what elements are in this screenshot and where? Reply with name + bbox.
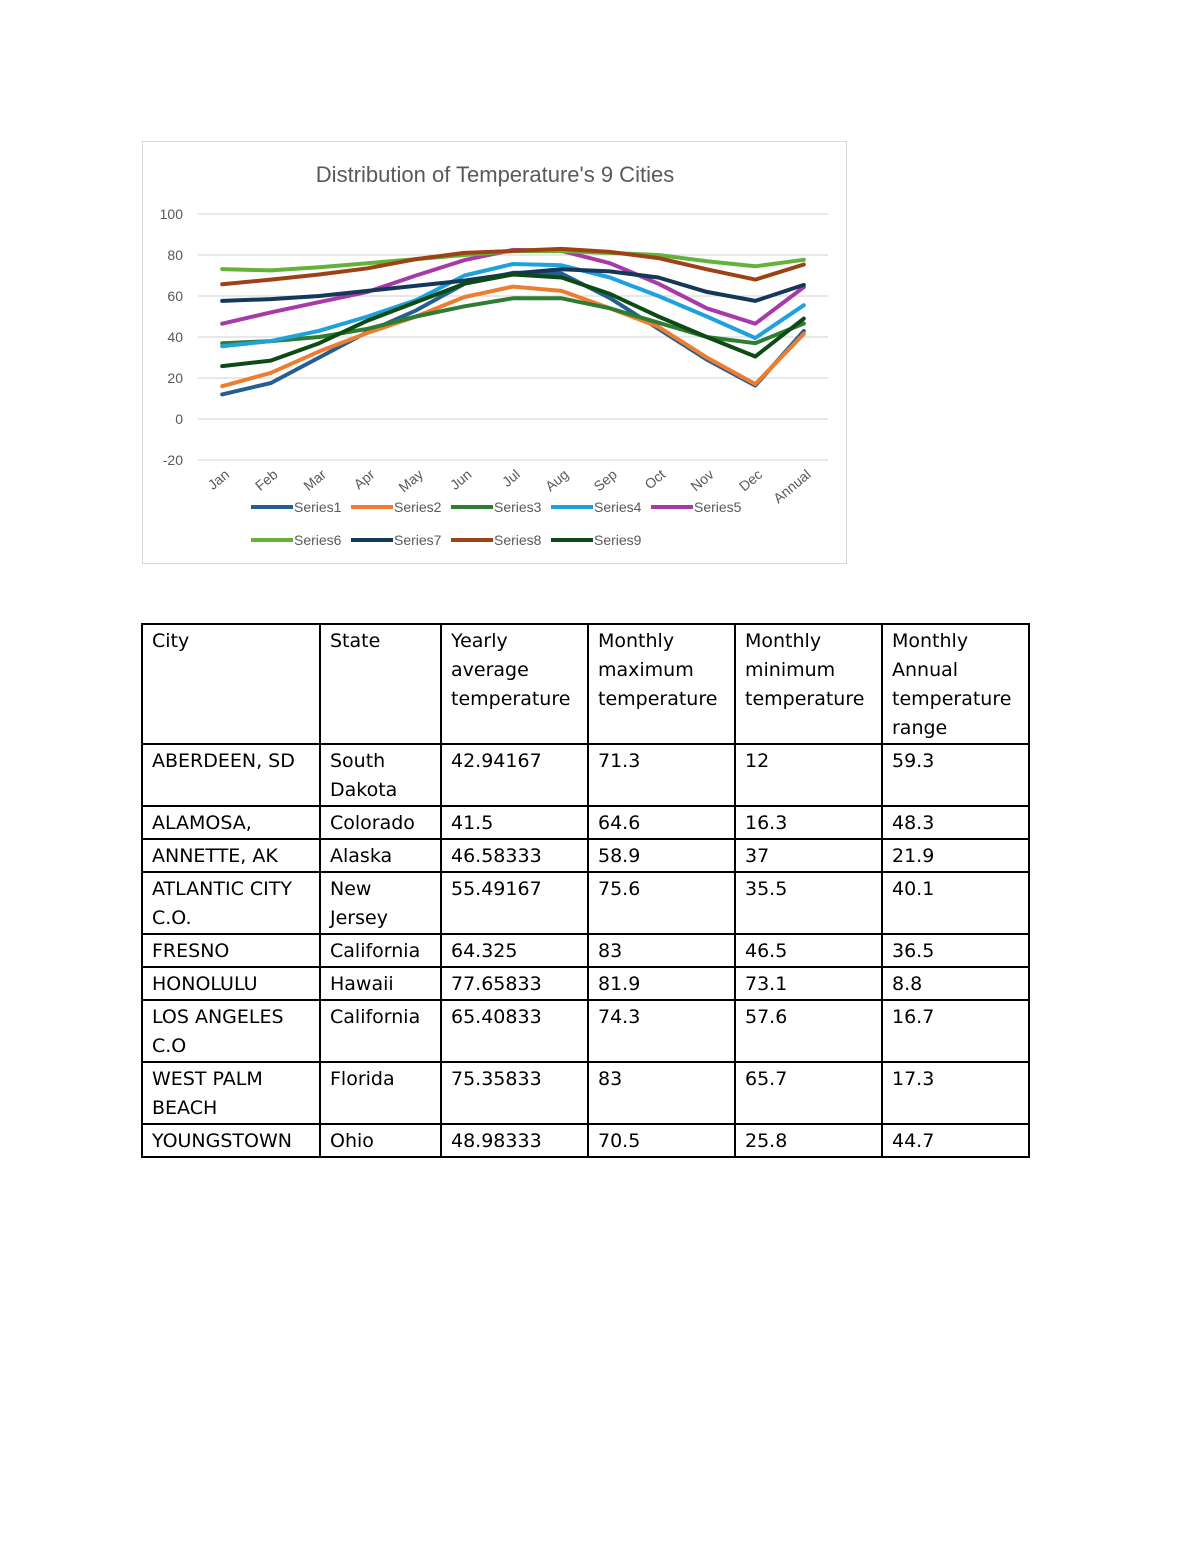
cell-text: 25.8 [745,1130,788,1152]
cell-text: City [152,630,190,652]
cell-text: temperature [745,688,865,710]
cell-text: 12 [745,750,770,772]
cell-text: minimum [745,659,836,681]
cell-text: 16.3 [745,812,788,834]
table-cell [142,967,320,1000]
cell-text: 55.49167 [451,878,542,900]
table-row [142,744,1029,806]
table-row [142,1000,1029,1062]
table-cell [441,967,588,1000]
table-cell [441,934,588,967]
cell-text: 42.94167 [451,750,542,772]
legend-label: Series5 [694,499,742,515]
cell-text: 71.3 [598,750,641,772]
x-tick-label: Sep [590,466,620,495]
cell-text: temperature [598,688,718,710]
table-cell [588,744,735,806]
cell-text: California [330,940,421,962]
cell-text: 70.5 [598,1130,641,1152]
table-cell [441,1124,588,1157]
table-cell [735,872,882,934]
table-cell [320,1000,441,1062]
cell-text: 81.9 [598,973,641,995]
legend-label: Series3 [494,499,542,515]
cell-text: 65.40833 [451,1006,542,1028]
cell-text: 83 [598,940,623,962]
table-header-row [142,624,1029,744]
column-header [142,624,320,744]
cell-text: BEACH [152,1097,218,1119]
cell-text: ABERDEEN, SD [152,750,295,772]
cell-text: temperature [892,688,1012,710]
cell-text: South [330,750,386,772]
cell-text: 74.3 [598,1006,641,1028]
x-tick-label: Feb [251,466,281,494]
cell-text: 77.65833 [451,973,542,995]
cell-text: 64.6 [598,812,641,834]
table-cell [735,967,882,1000]
cell-text: California [330,1006,421,1028]
table-cell [735,1062,882,1124]
table-cell [735,934,882,967]
table-cell [320,1062,441,1124]
column-header [441,624,588,744]
cell-text: 59.3 [892,750,935,772]
x-tick-label: Nov [687,466,717,495]
table-row [142,806,1029,839]
cell-text: Ohio [330,1130,374,1152]
y-tick-label: 80 [167,247,183,263]
cell-text: 35.5 [745,878,788,900]
x-tick-label: May [395,466,427,496]
cell-text: 17.3 [892,1068,935,1090]
x-tick-label: Jul [498,466,523,490]
table-row [142,839,1029,872]
cell-text: ALAMOSA, [152,812,252,834]
cell-text: temperature [451,688,571,710]
legend-label: Series6 [294,532,342,548]
table-cell [320,872,441,934]
cell-text: 64.325 [451,940,518,962]
y-tick-label: 20 [167,370,183,386]
table-cell [441,806,588,839]
x-tick-label: Oct [641,466,669,493]
table-cell [320,744,441,806]
table-cell [882,744,1029,806]
table-row [142,872,1029,934]
table-cell [320,1124,441,1157]
x-tick-label: Jan [204,466,233,493]
x-tick-label: Apr [350,466,378,493]
y-tick-label: 100 [159,206,183,222]
cell-text: 44.7 [892,1130,935,1152]
cell-text: WEST PALM [152,1068,263,1090]
chart-title: Distribution of Temperature's 9 Cities [315,162,675,187]
cell-text: 41.5 [451,812,494,834]
cell-text: C.O [152,1035,187,1057]
cell-text: 48.3 [892,812,935,834]
table-cell [588,1062,735,1124]
y-tick-label: 0 [175,411,183,427]
table-cell [588,967,735,1000]
y-tick-label: -20 [162,452,183,468]
table-cell [142,1124,320,1157]
cell-text: 16.7 [892,1006,935,1028]
table-row [142,1124,1029,1157]
legend-label: Series4 [594,499,642,515]
cell-text: 83 [598,1068,623,1090]
legend-label: Series2 [394,499,442,515]
table-cell [735,1124,882,1157]
x-tick-label: Dec [735,466,766,495]
cell-text: C.O. [152,907,192,929]
cell-text: Monthly [598,630,675,652]
table-cell [588,806,735,839]
table-row [142,1062,1029,1124]
cell-text: ANNETTE, AK [152,845,278,867]
table-cell [588,1000,735,1062]
cell-text: Hawaii [330,973,394,995]
cell-text: 8.8 [892,973,923,995]
cell-text: Alaska [330,845,393,867]
table-cell [142,872,320,934]
table-row [142,967,1029,1000]
table-cell [735,1000,882,1062]
table-cell [320,806,441,839]
cell-text: 21.9 [892,845,935,867]
table-cell [320,839,441,872]
legend-label: Series7 [394,532,442,548]
cell-text: 73.1 [745,973,788,995]
table-cell [441,1000,588,1062]
cell-text: ATLANTIC CITY [152,878,292,900]
cell-text: 36.5 [892,940,935,962]
table-cell [142,1000,320,1062]
cell-text: range [892,717,948,739]
cell-text: maximum [598,659,694,681]
x-tick-label: Annual [770,466,814,507]
table-cell [142,839,320,872]
cell-text: LOS ANGELES [152,1006,284,1028]
cell-text: Monthly [745,630,822,652]
table-cell [882,1000,1029,1062]
cell-text: 57.6 [745,1006,788,1028]
table-cell [320,934,441,967]
city-temperature-table [141,623,1030,1158]
cell-text: 37 [745,845,770,867]
cell-text: State [330,630,381,652]
table-cell [735,806,882,839]
x-tick-label: Jun [446,466,475,493]
column-header [320,624,441,744]
cell-text: Yearly [451,630,508,652]
cell-text: 40.1 [892,878,935,900]
y-tick-label: 40 [167,329,183,345]
column-header [735,624,882,744]
table-cell [441,839,588,872]
table-cell [320,967,441,1000]
cell-text: 46.5 [745,940,788,962]
y-tick-label: 60 [167,288,183,304]
table-cell [142,806,320,839]
column-header [882,624,1029,744]
table-cell [588,934,735,967]
cell-text: New [330,878,372,900]
table-cell [882,934,1029,967]
legend-label: Series8 [494,532,542,548]
cell-text: YOUNGSTOWN [152,1130,292,1152]
legend-label: Series1 [294,499,342,515]
x-tick-label: Aug [542,466,572,495]
cell-text: Jersey [330,907,388,929]
x-tick-label: Mar [300,466,330,494]
table-cell [588,839,735,872]
cell-text: Florida [330,1068,395,1090]
cell-text: 65.7 [745,1068,788,1090]
table-cell [441,1062,588,1124]
cell-text: HONOLULU [152,973,258,995]
legend-label: Series9 [594,532,642,548]
series-line-6 [222,251,804,270]
cell-text: 48.98333 [451,1130,542,1152]
table-cell [441,872,588,934]
table-cell [588,872,735,934]
line-chart [143,142,848,565]
cell-text: 75.35833 [451,1068,542,1090]
table-cell [735,744,882,806]
table-cell [588,1124,735,1157]
table-cell [882,967,1029,1000]
table-cell [441,744,588,806]
cell-text: Colorado [330,812,415,834]
table-cell [882,1124,1029,1157]
table-row [142,934,1029,967]
table-cell [142,744,320,806]
table-cell [882,839,1029,872]
cell-text: 46.58333 [451,845,542,867]
chart [142,141,847,564]
cell-text: average [451,659,529,681]
table-cell [882,1062,1029,1124]
table-cell [882,806,1029,839]
table-cell [142,934,320,967]
table-cell [735,839,882,872]
cell-text: Dakota [330,779,398,801]
table-cell [882,872,1029,934]
cell-text: 58.9 [598,845,641,867]
cell-text: FRESNO [152,940,230,962]
cell-text: Monthly [892,630,969,652]
column-header [588,624,735,744]
table-cell [142,1062,320,1124]
cell-text: 75.6 [598,878,641,900]
cell-text: Annual [892,659,959,681]
